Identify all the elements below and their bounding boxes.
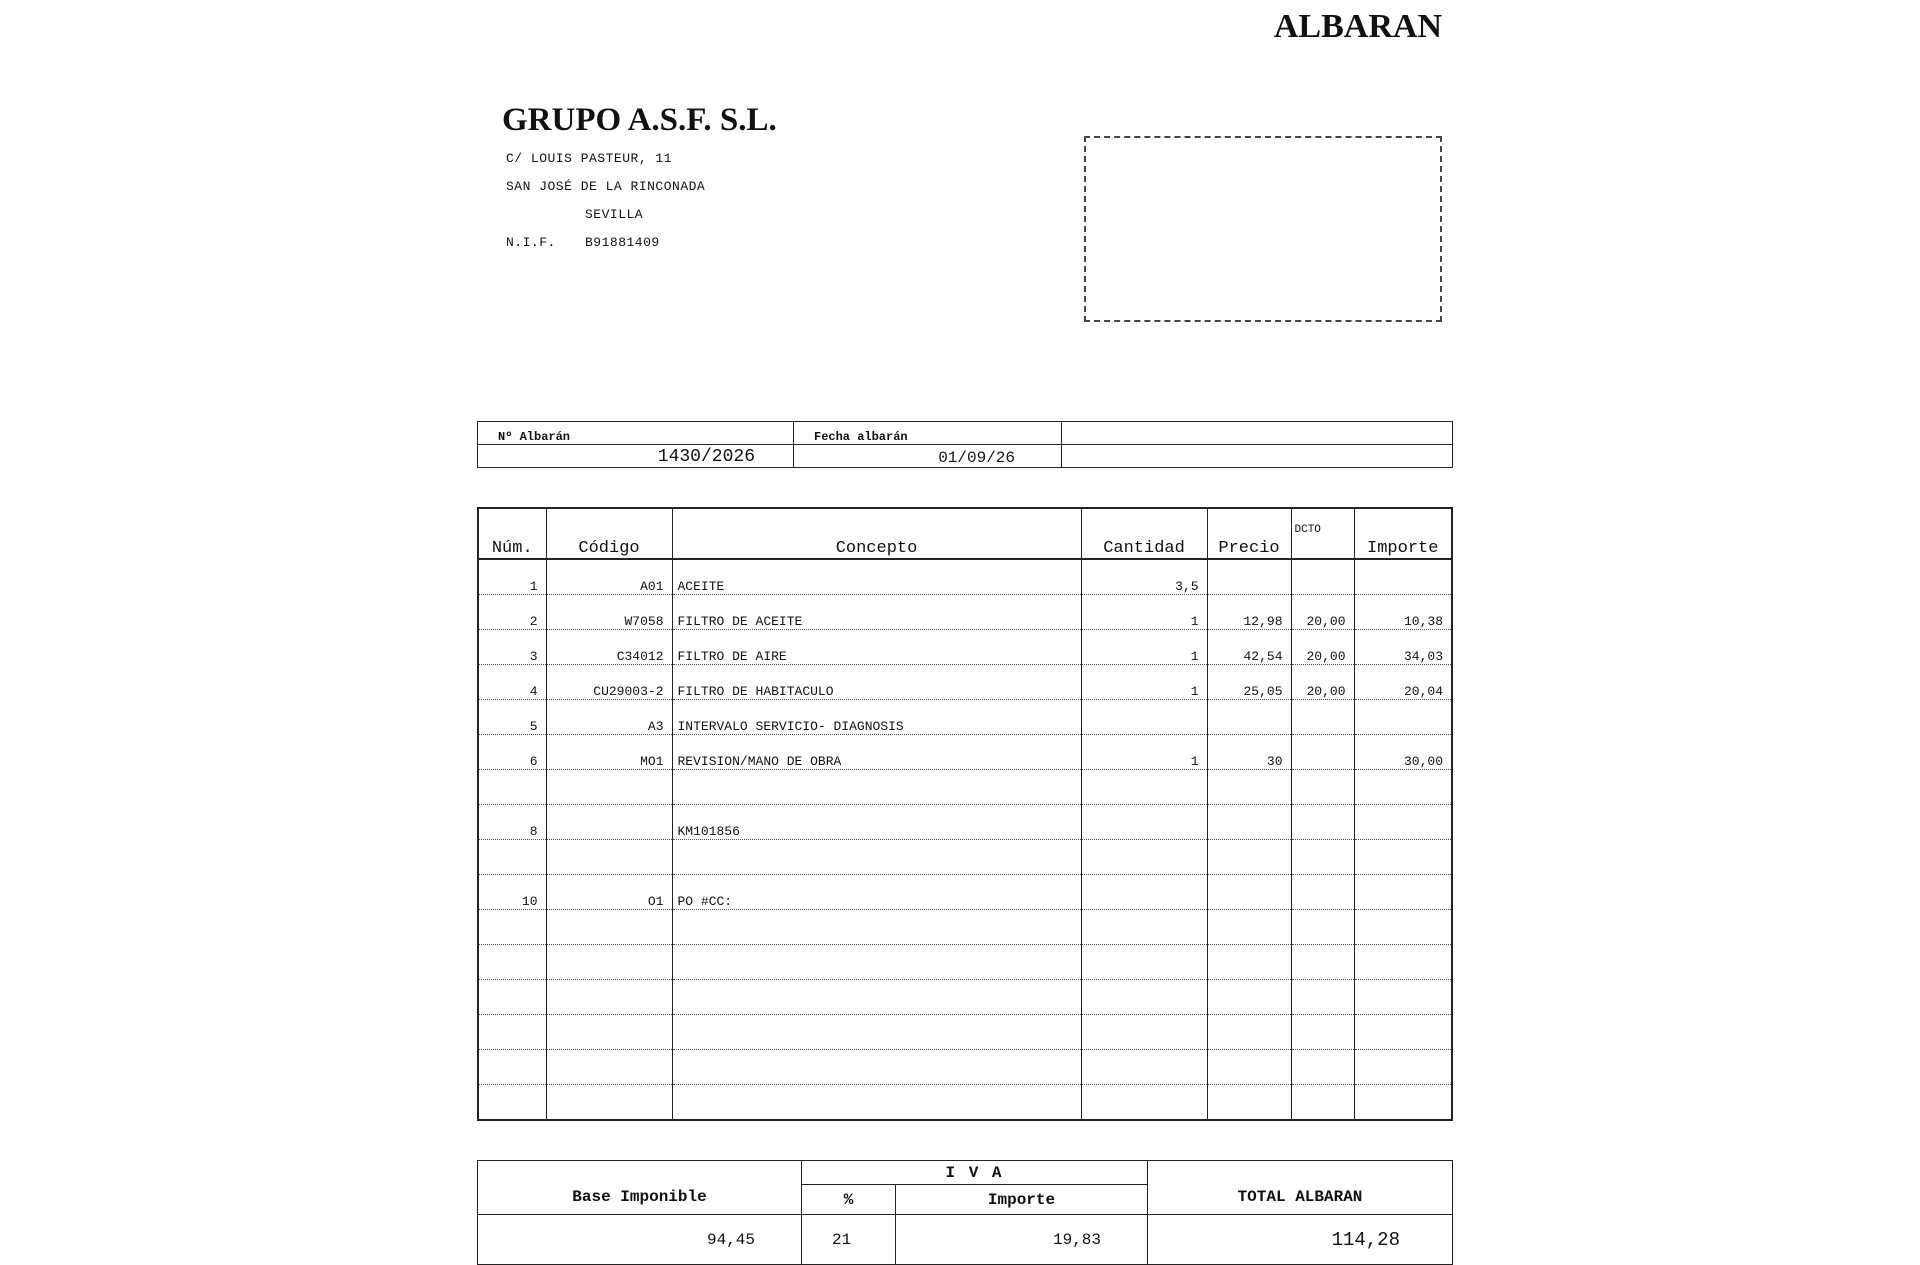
- importe-cell: [1354, 945, 1452, 980]
- precio-cell: [1207, 840, 1291, 875]
- concepto-cell: PO #CC:: [672, 875, 1081, 910]
- table-row: [478, 595, 1452, 630]
- cantidad-cell: [1081, 1050, 1207, 1085]
- num-cell: 5: [478, 700, 546, 735]
- num-cell: 1: [478, 559, 546, 595]
- concepto-cell: ACEITE: [672, 559, 1081, 595]
- num-cell: [478, 1015, 546, 1050]
- codigo-cell: [546, 980, 672, 1015]
- company-name: GRUPO A.S.F. S.L.: [502, 102, 777, 138]
- iva-label: I V A: [802, 1161, 1148, 1185]
- table-row: [478, 1050, 1452, 1085]
- dcto-cell: [1291, 805, 1354, 840]
- dcto-cell: [1291, 1015, 1354, 1050]
- col-header-cantidad: Cantidad: [1081, 508, 1207, 559]
- concepto-cell: KM101856: [672, 805, 1081, 840]
- dcto-cell: [1291, 1050, 1354, 1085]
- codigo-cell: [546, 1085, 672, 1121]
- cantidad-cell: 1: [1081, 630, 1207, 665]
- importe-cell: [1354, 1050, 1452, 1085]
- table-row: [478, 910, 1452, 945]
- num-cell: 6: [478, 735, 546, 770]
- dcto-cell: 20,00: [1291, 665, 1354, 700]
- col-header-dcto: DCTO: [1291, 508, 1354, 559]
- codigo-cell: W7058: [546, 595, 672, 630]
- table-row: [478, 945, 1452, 980]
- num-cell: [478, 840, 546, 875]
- dcto-cell: [1291, 559, 1354, 595]
- num-cell: 3: [478, 630, 546, 665]
- table-row: [478, 805, 1452, 840]
- precio-cell: [1207, 945, 1291, 980]
- col-header-codigo: Código: [546, 508, 672, 559]
- base-imponible-value: 94,45: [478, 1215, 802, 1265]
- importe-cell: 30,00: [1354, 735, 1452, 770]
- dcto-cell: [1291, 910, 1354, 945]
- importe-cell: [1354, 910, 1452, 945]
- codigo-cell: [546, 1015, 672, 1050]
- albaran-number-value: 1430/2026: [478, 445, 794, 468]
- precio-cell: 12,98: [1207, 595, 1291, 630]
- total-albaran-value: 114,28: [1148, 1215, 1453, 1265]
- importe-cell: [1354, 840, 1452, 875]
- concepto-cell: [672, 1085, 1081, 1121]
- dcto-cell: [1291, 770, 1354, 805]
- precio-cell: [1207, 559, 1291, 595]
- concepto-cell: REVISION/MANO DE OBRA: [672, 735, 1081, 770]
- num-cell: [478, 980, 546, 1015]
- table-row: [478, 840, 1452, 875]
- codigo-cell: [546, 945, 672, 980]
- table-row: [478, 630, 1452, 665]
- concepto-cell: [672, 1050, 1081, 1085]
- concepto-cell: [672, 840, 1081, 875]
- precio-cell: [1207, 1050, 1291, 1085]
- codigo-cell: A01: [546, 559, 672, 595]
- total-albaran-label: TOTAL ALBARAN: [1148, 1161, 1453, 1215]
- importe-cell: [1354, 805, 1452, 840]
- base-imponible-label: Base Imponible: [478, 1161, 802, 1215]
- dcto-cell: [1291, 1085, 1354, 1121]
- precio-cell: [1207, 875, 1291, 910]
- items-table: [477, 507, 1453, 1121]
- table-row: [478, 980, 1452, 1015]
- concepto-cell: [672, 1015, 1081, 1050]
- cantidad-cell: [1081, 700, 1207, 735]
- num-cell: [478, 945, 546, 980]
- concepto-cell: [672, 945, 1081, 980]
- table-row: [478, 1015, 1452, 1050]
- cantidad-cell: [1081, 840, 1207, 875]
- dcto-cell: [1291, 735, 1354, 770]
- importe-cell: 10,38: [1354, 595, 1452, 630]
- dcto-cell: [1291, 700, 1354, 735]
- num-cell: 10: [478, 875, 546, 910]
- concepto-cell: [672, 770, 1081, 805]
- concepto-cell: FILTRO DE HABITACULO: [672, 665, 1081, 700]
- table-row: [478, 875, 1452, 910]
- table-row: [478, 665, 1452, 700]
- albaran-number-label: Nº Albarán: [478, 422, 794, 445]
- table-row: [478, 700, 1452, 735]
- recipient-address-box: [1084, 136, 1442, 322]
- col-header-importe: Importe: [1354, 508, 1452, 559]
- header-empty-cell: [1062, 422, 1453, 445]
- concepto-cell: FILTRO DE AIRE: [672, 630, 1081, 665]
- precio-cell: [1207, 1015, 1291, 1050]
- codigo-cell: [546, 805, 672, 840]
- concepto-cell: [672, 910, 1081, 945]
- importe-cell: [1354, 559, 1452, 595]
- codigo-cell: A3: [546, 700, 672, 735]
- dcto-cell: [1291, 980, 1354, 1015]
- iva-importe-value: 19,83: [896, 1215, 1148, 1265]
- codigo-cell: MO1: [546, 735, 672, 770]
- concepto-cell: INTERVALO SERVICIO- DIAGNOSIS: [672, 700, 1081, 735]
- precio-cell: 30: [1207, 735, 1291, 770]
- importe-cell: [1354, 1085, 1452, 1121]
- cantidad-cell: [1081, 910, 1207, 945]
- company-nif-label: N.I.F.: [506, 235, 556, 250]
- dcto-cell: [1291, 945, 1354, 980]
- concepto-cell: FILTRO DE ACEITE: [672, 595, 1081, 630]
- precio-cell: [1207, 700, 1291, 735]
- num-cell: [478, 1085, 546, 1121]
- dcto-cell: 20,00: [1291, 595, 1354, 630]
- precio-cell: 42,54: [1207, 630, 1291, 665]
- codigo-cell: O1: [546, 875, 672, 910]
- cantidad-cell: 3,5: [1081, 559, 1207, 595]
- cantidad-cell: 1: [1081, 735, 1207, 770]
- importe-cell: [1354, 700, 1452, 735]
- table-row: [478, 735, 1452, 770]
- company-address-line2: SAN JOSÉ DE LA RINCONADA: [506, 179, 706, 194]
- precio-cell: [1207, 1085, 1291, 1121]
- dcto-cell: [1291, 875, 1354, 910]
- num-cell: 8: [478, 805, 546, 840]
- importe-cell: 34,03: [1354, 630, 1452, 665]
- precio-cell: [1207, 770, 1291, 805]
- company-nif-value: B91881409: [585, 235, 660, 250]
- num-cell: 4: [478, 665, 546, 700]
- codigo-cell: [546, 1050, 672, 1085]
- num-cell: [478, 770, 546, 805]
- codigo-cell: C34012: [546, 630, 672, 665]
- iva-importe-label: Importe: [896, 1185, 1148, 1215]
- cantidad-cell: [1081, 980, 1207, 1015]
- company-address-line1: C/ LOUIS PASTEUR, 11: [506, 151, 673, 166]
- albaran-date-label: Fecha albarán: [794, 422, 1062, 445]
- cantidad-cell: [1081, 770, 1207, 805]
- precio-cell: [1207, 980, 1291, 1015]
- dcto-cell: 20,00: [1291, 630, 1354, 665]
- num-cell: 2: [478, 595, 546, 630]
- document-title: ALBARAN: [1273, 8, 1442, 45]
- num-cell: [478, 910, 546, 945]
- cantidad-cell: 1: [1081, 665, 1207, 700]
- codigo-cell: [546, 840, 672, 875]
- col-header-concepto: Concepto: [672, 508, 1081, 559]
- precio-cell: [1207, 805, 1291, 840]
- importe-cell: [1354, 770, 1452, 805]
- num-cell: [478, 1050, 546, 1085]
- importe-cell: [1354, 980, 1452, 1015]
- header-empty-value: [1062, 445, 1453, 468]
- precio-cell: 25,05: [1207, 665, 1291, 700]
- albaran-header-table: [477, 421, 1453, 468]
- iva-percent-value: 21: [802, 1215, 896, 1265]
- company-city: SEVILLA: [585, 207, 644, 222]
- table-row: [478, 559, 1452, 595]
- cantidad-cell: [1081, 945, 1207, 980]
- importe-cell: 20,04: [1354, 665, 1452, 700]
- importe-cell: [1354, 875, 1452, 910]
- cantidad-cell: [1081, 805, 1207, 840]
- concepto-cell: [672, 980, 1081, 1015]
- dcto-cell: [1291, 840, 1354, 875]
- precio-cell: [1207, 910, 1291, 945]
- cantidad-cell: [1081, 875, 1207, 910]
- col-header-num: Núm.: [478, 508, 546, 559]
- col-header-precio: Precio: [1207, 508, 1291, 559]
- codigo-cell: CU29003-2: [546, 665, 672, 700]
- cantidad-cell: [1081, 1085, 1207, 1121]
- codigo-cell: [546, 910, 672, 945]
- table-row: [478, 1085, 1452, 1121]
- codigo-cell: [546, 770, 672, 805]
- table-row: [478, 770, 1452, 805]
- importe-cell: [1354, 1015, 1452, 1050]
- cantidad-cell: [1081, 1015, 1207, 1050]
- cantidad-cell: 1: [1081, 595, 1207, 630]
- iva-percent-label: %: [802, 1185, 896, 1215]
- totals-table: [477, 1160, 1453, 1265]
- albaran-date-value: 01/09/26: [794, 445, 1062, 468]
- items-header-row: [478, 508, 1452, 559]
